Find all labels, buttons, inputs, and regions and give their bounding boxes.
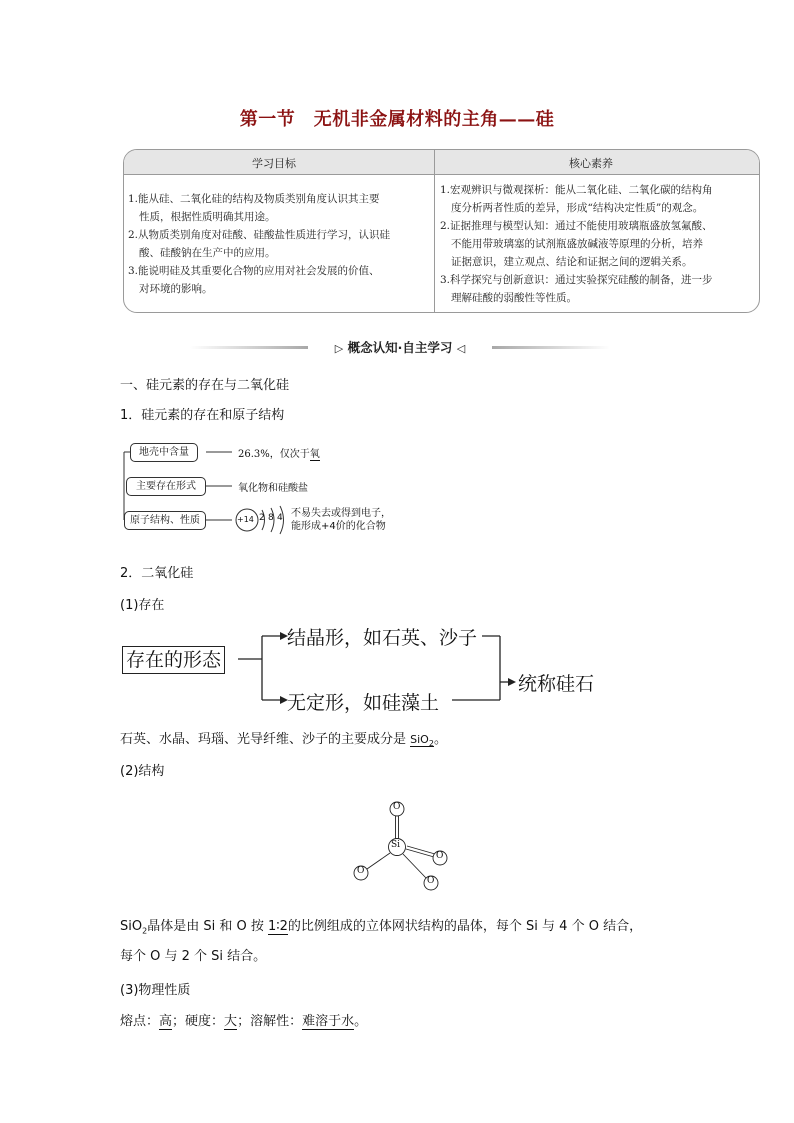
- section-banner: [190, 338, 610, 356]
- physical-properties-line: 熔点：高；硬度：大；溶解性：难溶于水。: [120, 1014, 368, 1029]
- atomic-structure-box: 原子结构、性质: [124, 511, 206, 530]
- oxygen-atom-bottom: O: [427, 876, 435, 886]
- main-form-text: 氧化物和硅酸盐: [238, 483, 308, 494]
- goal-item-3-line-1: 3.能说明硅及其重要化合物的应用对社会发展的价值、: [128, 265, 380, 277]
- existence-answer: SiO$_2$: [410, 733, 434, 749]
- subsection-1-heading: 1．硅元素的存在和原子结构: [120, 408, 285, 423]
- crust-content-answer: 氧: [309, 449, 320, 460]
- existence-form-box: 存在的形态: [122, 646, 225, 674]
- core-literacy-header: 核心素养: [569, 157, 613, 170]
- nucleus-charge: +14: [237, 515, 254, 524]
- literacy-item-2-line-3: 证据意识，建立观点、结论和证据之间的逻辑关系。: [451, 256, 693, 268]
- literacy-item-3-line-1: 3.科学探究与创新意识：通过实验探究硅酸的制备，进一步: [440, 274, 713, 286]
- literacy-item-2-line-2: 不能用带玻璃塞的试剂瓶盛放碱液等原理的分析，培养: [451, 238, 703, 250]
- learning-goals-list: [128, 190, 430, 298]
- silicon-existence-diagram: [118, 436, 438, 546]
- crust-content-box: 地壳中含量: [130, 443, 198, 462]
- goal-item-1-line-1: 1.能从硅、二氧化硅的结构及物质类别角度认识其主要: [128, 193, 380, 205]
- banner-right-mark: ◁: [456, 342, 466, 355]
- oxygen-atom-top: O: [393, 802, 401, 812]
- goal-item-1-line-2: 性质，根据性质明确其用途。: [139, 211, 276, 223]
- subsection-2-1-heading: (1)存在: [120, 598, 165, 613]
- shell-1-electrons: 2: [259, 513, 265, 523]
- section-heading: 一、硅元素的存在与二氧化硅: [120, 378, 290, 393]
- table-divider: [434, 150, 435, 312]
- goal-item-2-line-1: 2.从物质类别角度对硅酸、硅酸盐性质进行学习，认识硅: [128, 229, 391, 241]
- goal-item-2-line-2: 酸、硅酸钠在生产中的应用。: [139, 247, 276, 259]
- page-title: 第一节 无机非金属材料的主角——硅: [239, 109, 555, 130]
- existence-paragraph: 石英、水晶、玛瑙、光导纤维、沙子的主要成分是 SiO$_2$。: [120, 732, 447, 749]
- crystalline-form-text: 结晶形，如石英、沙子: [287, 627, 478, 649]
- melting-point-answer: 高: [159, 1014, 173, 1029]
- silicon-atom: Si: [391, 840, 401, 850]
- structure-paragraph-line-1: SiO$_2$晶体是由 Si 和 O 按 1∶2的比例组成的立体网状结构的晶体，每个 Si 与 4 个 O 结合，: [120, 919, 643, 936]
- banner-text-wrap: [190, 338, 610, 356]
- literacy-item-2-line-1: 2.证据推理与模型认知：通过不能使用玻璃瓶盛放氢氟酸、: [440, 220, 713, 232]
- objectives-table: [123, 149, 760, 313]
- literacy-item-1-line-2: 度分析两者性质的差异，形成“结构决定性质”的观念。: [451, 202, 704, 214]
- silica-collective-text: 统称硅石: [518, 673, 595, 695]
- shell-3-electrons: 4: [277, 513, 283, 523]
- oxygen-atom-right: O: [436, 851, 444, 861]
- main-form-box: 主要存在形式: [126, 477, 206, 496]
- banner-left-mark: ▷: [334, 342, 344, 355]
- learning-goals-header: 学习目标: [252, 157, 296, 170]
- goal-item-3-line-2: 对环境的影响。: [139, 283, 213, 295]
- hardness-answer: 大: [224, 1014, 238, 1029]
- literacy-item-3-line-2: 理解硅酸的弱酸性等性质。: [451, 292, 577, 304]
- subsection-2-2-heading: (2)结构: [120, 764, 165, 779]
- crust-content-text: 26.3%，仅次于氧: [238, 449, 320, 460]
- solubility-answer: 难溶于水: [302, 1014, 355, 1029]
- subsection-2-3-heading: (3)物理性质: [120, 983, 191, 998]
- objectives-header: [124, 150, 759, 175]
- subsection-2-heading: 2．二氧化硅: [120, 566, 194, 581]
- banner-text: 概念认知·自主学习: [347, 340, 453, 355]
- oxygen-atom-left: O: [357, 866, 365, 876]
- shell-2-electrons: 8: [268, 513, 274, 523]
- atomic-property-text: 不易失去或得到电子， 能形成+4价的化合物: [291, 508, 391, 532]
- literacy-item-1-line-1: 1.宏观辨识与微观探析：能从二氧化硅、二氧化碳的结构角: [440, 184, 713, 196]
- core-literacy-list: [440, 181, 758, 307]
- structure-paragraph-line-2: 每个 O 与 2 个 Si 结合。: [120, 949, 267, 964]
- amorphous-form-text: 无定形，如硅藻土: [287, 692, 440, 714]
- existence-forms-diagram: [120, 620, 620, 720]
- sio2-structure-diagram: [340, 796, 460, 896]
- ratio-answer: 1∶2: [267, 919, 288, 934]
